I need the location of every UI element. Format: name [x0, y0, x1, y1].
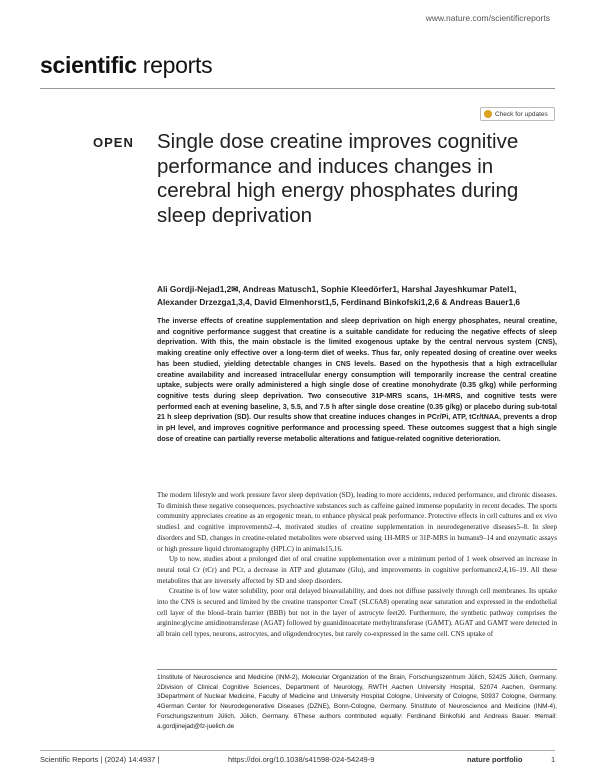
body-text [157, 490, 557, 640]
nature-portfolio-logo: nature portfolio [467, 755, 523, 764]
article-title: Single dose creatine improves cognitive performance and induces changes in cerebral high energy phosphates during sleep deprivation [157, 130, 519, 227]
header-rule [40, 88, 555, 89]
footer-rule [40, 750, 555, 751]
logo-scientific: scientific [40, 52, 137, 78]
check-updates-label: Check for updates [495, 110, 548, 118]
abstract: The inverse effects of creatine supplementation and sleep deprivation on high energy phosphates, neural creatine, and cognitive performance suggest that creatine is a suitable candidate for reducing the negative effects of sleep deprivation. With this, the main obstacle is the limited exogenous uptake by the central nervous system (CNS), making creatine only effective over a long-term diet of weeks. Thus far, only repeated dosing of creatine over weeks has been studied, yielding detectable changes in CNS levels. Based on the hypothesis that a high extracellular creatine availability and increased intracellular energy consumption will temporarily increase the central creatine uptake, subjects were orally administered a high single dose of creatine monohydrate (0.35 g/kg) while performing cognitive tests during sleep deprivation. Two consecutive 31P-MRS scans, 1H-MRS, and cognitive tests were performed each at evening baseline, 3, 5.5, and 7.5 h after single dose creatine (0.35 g/kg) or placebo during sub-total 21 h sleep deprivation (SD). Our results show that creatine induces changes in PCr/Pi, ATP, tCr/tNAA, prevents a drop in pH level, and improves cognitive performance and processing speed. These outcomes suggest that a high single dose of creatine can partially reverse metabolic alterations and fatigue-related cognitive deterioration. [157, 317, 557, 443]
body-paragraph-1: The modern lifestyle and work pressure favor sleep deprivation (SD), leading to more accidents, reduced performance, and chronic diseases. To diminish these negative consequences, psychoactive substances such as caffeine gained immense popularity in recent decades. The sports community appreciates creatine as an ergogenic mean, to enhance physical peak performance. Protective effects in cell cultures and ex vivo studies1 and cognitive improvements2–4, motivated studies of creatine supplementation in neurodegenerative diseases5–8. In sleep disorders and SD, changes in creatine-related metabolites were observed using 1H-MRS or 31P-MRS in humans9–14 and enzymatic assays or high pressure liquid chromatography (HPLC) in animals15,16. [157, 491, 557, 553]
body-paragraph-2: Up to now, studies about a prolonged diet of oral creatine supplementation over a minimum period of 1 week observed an increase in neural total Cr (tCr) and PCr, a decrease in ATP and glutamate (Glu), and improvements in cognitive performance2,4,16–19. All these metabolites that are inversely affected by SD and sleep disorders. [157, 555, 557, 585]
crossmark-icon [484, 110, 492, 118]
page-number: 1 [551, 755, 556, 764]
doi-link[interactable]: https://doi.org/10.1038/s41598-024-54249-9 [228, 755, 375, 764]
body-paragraph-3: Creatine is of low water solubility, poor oral delayed bioavailability, and does not diffuse passively through cell membranes. Its uptake into the CNS is secured and limited by the creatine transporter CreaT (SLC6A8) operating near saturation and expressed in the endothelial cell layer of the blood–brain barrier (BBB) but not in the layer of astrocyte feet20. Furthermore, the synthetic pathway comprises the arginine:glycine amidinotransferase (AGAT) followed by guanidinoacetate methyltransferase (GAMT). AGAT and GAMT were detected in all brain cell types, neurons, astrocytes, and oligodendrocytes, but rarely co-expressed in the same cell. CNS uptake of [157, 587, 557, 639]
check-for-updates-button[interactable] [480, 107, 555, 121]
open-access-label: OPEN [93, 135, 134, 150]
footer-citation: Scientific Reports | (2024) 14:4937 | [40, 755, 160, 764]
affiliations-footnote: 1Institute of Neuroscience and Medicine (INM-2), Molecular Organization of the Brain, Forschungszentrum Jülich, 52425 Jülich, Germany. 2Division of Clinical Cognitive Sciences, Department of Neurology, RWTH Aachen University Hospital, 52074 Aachen, Germany. 3Department of Nuclear Medicine, Faculty of Medicine and University Hospital Cologne, University of Cologne, 50937 Cologne, Germany. 4German Center for Neurodegenerative Diseases (DZNE), Bonn-Cologne, Germany. 5Institute of Neuroscience and Medicine (INM-4), Forschungszentrum Jülich, Jülich, Germany. 6These authors contributed equally: Ferdinand Binkofski and Andreas Bauer. ✉email: a.gordjinejad@fz-juelich.de [157, 674, 557, 730]
author-list: Ali Gordji-Nejad1,2✉, Andreas Matusch1, Sophie Kleedörfer1, Harshal Jayeshkumar Patel1, Alexander Drzezga1,3,4, David Elmenhorst1,5, Ferdinand Binkofski1,2,6 & Andreas Bauer1,6 [157, 284, 521, 307]
logo-reports: reports [136, 52, 213, 78]
journal-url[interactable]: www.nature.com/scientificreports [425, 13, 550, 23]
footnote-rule [157, 669, 557, 670]
journal-logo[interactable] [40, 52, 212, 79]
